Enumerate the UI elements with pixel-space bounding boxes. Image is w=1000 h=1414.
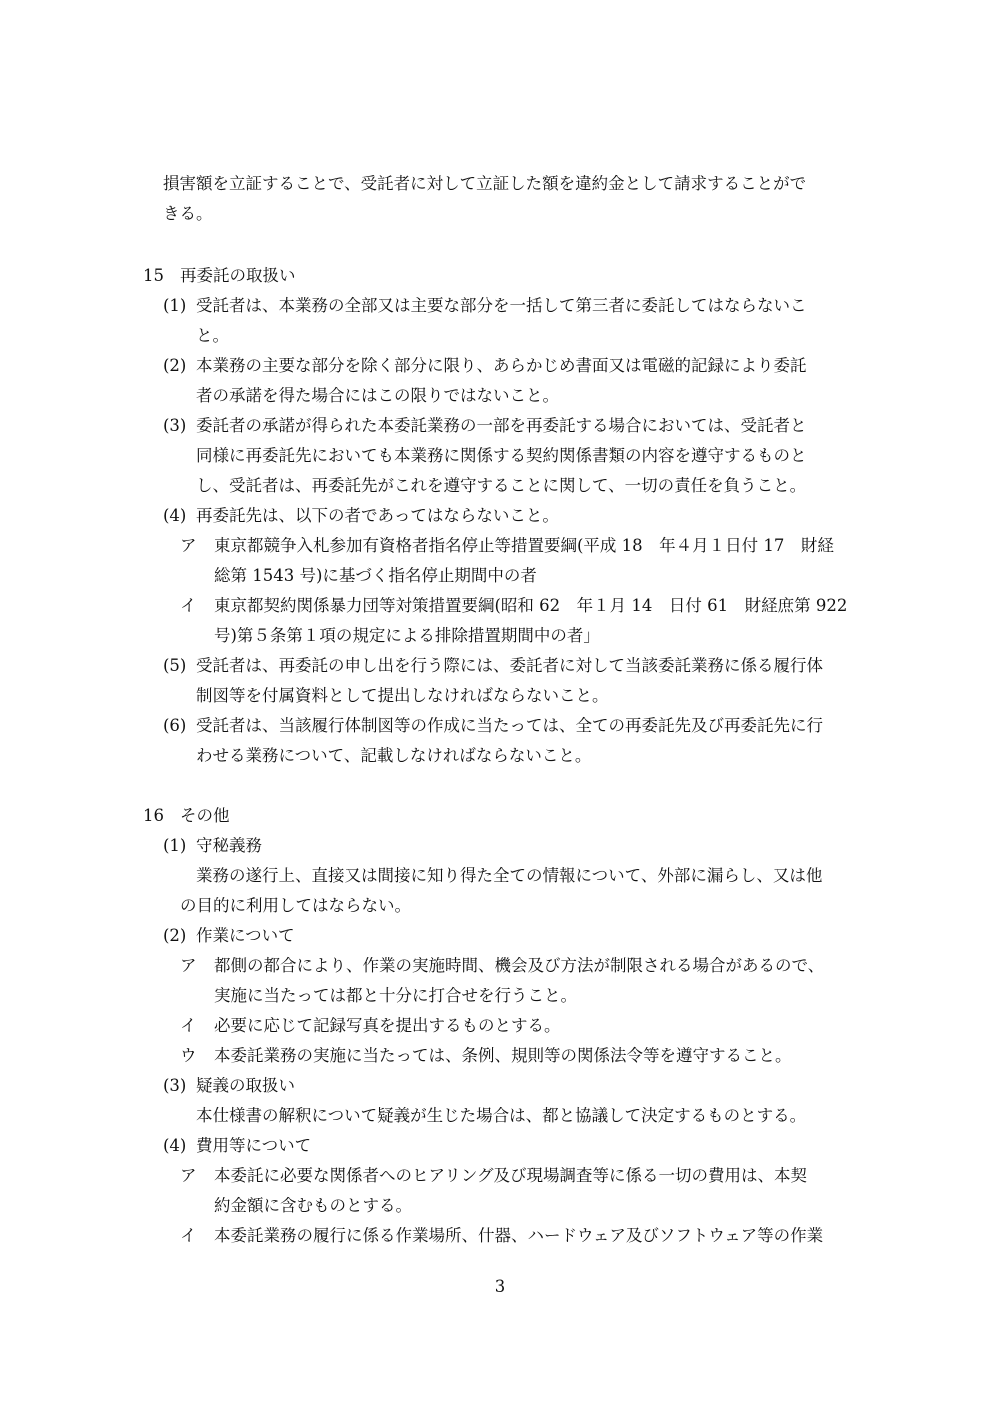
item-line: 制図等を付属資料として提出しなければならないこと。 (196, 686, 609, 705)
item-line: わせる業務について、記載しなければならないこと。 (196, 746, 592, 765)
item-line: 受託者は、本業務の全部又は主要な部分を一括して第三者に委託してはならないこ (196, 296, 807, 315)
paragraph-line: 損害額を立証することで、受託者に対して立証した額を違約金として請求することがで (163, 174, 807, 193)
item-number: (4) (163, 506, 187, 525)
item-line: 委託者の承諾が得られた本委託業務の一部を再委託する場合においては、受託者と (196, 416, 807, 435)
item-line: 受託者は、再委託の申し出を行う際には、委託者に対して当該委託業務に係る履行体 (196, 656, 823, 675)
section-title: その他 (180, 806, 230, 825)
subitem-marker: ア (180, 536, 197, 555)
subitem-marker: ア (180, 1166, 197, 1185)
item-line: 再委託先は、以下の者であってはならないこと。 (196, 506, 559, 525)
item-line: 本業務の主要な部分を除く部分に限り、あらかじめ書面又は電磁的記録により委託 (196, 356, 807, 375)
subitem-line: 本委託に必要な関係者へのヒアリング及び現場調査等に係る一切の費用は、本契 (214, 1166, 808, 1185)
subitem-line: 実施に当たっては都と十分に打合せを行うこと。 (214, 986, 577, 1005)
item-number: (2) (163, 356, 187, 375)
item-title: 費用等について (196, 1136, 312, 1155)
item-line: 業務の遂行上、直接又は間接に知り得た全ての情報について、外部に漏らし、又は他 (196, 866, 823, 885)
subitem-line: 東京都契約関係暴力団等対策措置要綱(昭和 62 年１月 14 日付 61 財経庶第 922 (214, 596, 848, 615)
item-number: (2) (163, 926, 187, 945)
item-title: 守秘義務 (196, 836, 262, 855)
item-number: (5) (163, 656, 187, 675)
section-number: 16 (143, 806, 164, 825)
subitem-line: 本委託業務の実施に当たっては、条例、規則等の関係法令等を遵守すること。 (214, 1046, 792, 1065)
page-number: 3 (494, 1277, 506, 1296)
item-line: 同様に再委託先においても本業務に関係する契約関係書類の内容を遵守するものと (196, 446, 807, 465)
item-line: と。 (196, 326, 229, 345)
item-title: 作業について (196, 926, 295, 945)
section-title: 再委託の取扱い (180, 266, 296, 285)
subitem-line: 号)第５条第１項の規定による排除措置期間中の者」 (214, 626, 600, 645)
item-number: (3) (163, 1076, 187, 1095)
subitem-marker: イ (180, 596, 197, 615)
item-title: 疑義の取扱い (196, 1076, 295, 1095)
paragraph-line: きる。 (163, 204, 213, 223)
item-line: の目的に利用してはならない。 (180, 896, 411, 915)
item-line: 受託者は、当該履行体制図等の作成に当たっては、全ての再委託先及び再委託先に行 (196, 716, 823, 735)
subitem-line: 約金額に含むものとする。 (214, 1196, 412, 1215)
subitem-line: 総第 1543 号)に基づく指名停止期間中の者 (214, 566, 537, 585)
subitem-marker: イ (180, 1226, 197, 1245)
item-number: (1) (163, 836, 187, 855)
subitem-line: 都側の都合により、作業の実施時間、機会及び方法が制限される場合があるので、 (214, 956, 825, 975)
item-number: (3) (163, 416, 187, 435)
item-line: 者の承諾を得た場合にはこの限りではないこと。 (196, 386, 559, 405)
item-number: (6) (163, 716, 187, 735)
section-number: 15 (143, 266, 164, 285)
subitem-marker: ア (180, 956, 197, 975)
item-line: し、受託者は、再委託先がこれを遵守することに関して、一切の責任を負うこと。 (196, 476, 807, 495)
subitem-line: 東京都競争入札参加有資格者指名停止等措置要綱(平成 18 年４月１日付 17 財経 (214, 536, 834, 555)
subitem-marker: イ (180, 1016, 197, 1035)
subitem-line: 必要に応じて記録写真を提出するものとする。 (214, 1016, 561, 1035)
item-line: 本仕様書の解釈について疑義が生じた場合は、都と協議して決定するものとする。 (196, 1106, 807, 1125)
subitem-line: 本委託業務の履行に係る作業場所、什器、ハードウェア及びソフトウェア等の作業 (214, 1226, 824, 1245)
item-number: (4) (163, 1136, 187, 1155)
subitem-marker: ウ (180, 1046, 197, 1065)
item-number: (1) (163, 296, 187, 315)
